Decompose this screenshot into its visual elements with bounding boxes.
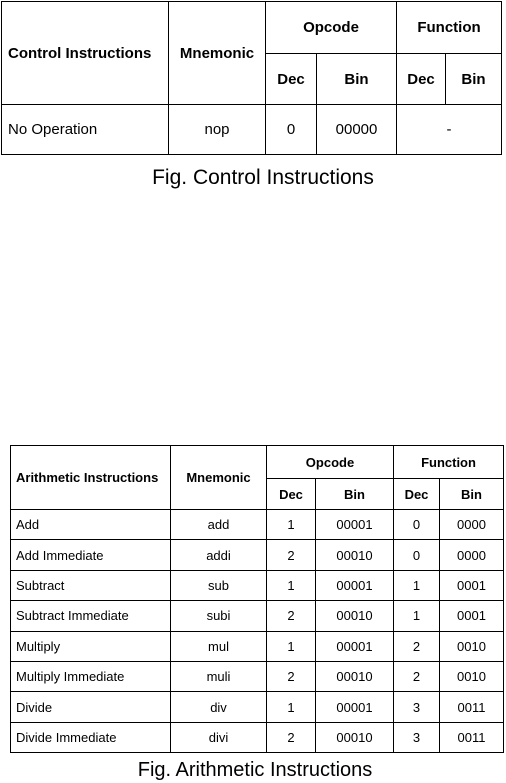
instruction-name: Add [11, 510, 171, 540]
function-dec-cell: 0 [394, 510, 440, 540]
instruction-name: Divide Immediate [11, 722, 171, 752]
function-dec-cell: 3 [394, 692, 440, 722]
column-header-opcode-bin: Bin [317, 54, 397, 105]
opcode-dec-cell: 1 [267, 692, 316, 722]
opcode-bin-cell: 00010 [316, 601, 394, 631]
function-dec-cell: 2 [394, 631, 440, 661]
function-dec-cell: 3 [394, 722, 440, 752]
opcode-bin-cell: 00010 [316, 540, 394, 570]
function-dec-cell: 1 [394, 601, 440, 631]
function-dec-cell: 1 [394, 570, 440, 600]
mnemonic-cell: add [171, 510, 267, 540]
column-header-function-bin: Bin [440, 479, 504, 510]
function-dec-cell: 0 [394, 540, 440, 570]
column-header-opcode: Opcode [267, 446, 394, 479]
table-row [11, 601, 504, 631]
function-dec-cell: 2 [394, 661, 440, 691]
column-header-function: Function [394, 446, 504, 479]
table-row [11, 540, 504, 570]
table-row [11, 722, 504, 752]
mnemonic-cell: sub [171, 570, 267, 600]
mnemonic-cell: nop [169, 105, 266, 155]
column-header-opcode-bin: Bin [316, 479, 394, 510]
table-header-row [2, 2, 502, 54]
column-header-instruction: Arithmetic Instructions [11, 446, 171, 510]
column-header-function: Function [397, 2, 502, 54]
mnemonic-cell: divi [171, 722, 267, 752]
mnemonic-cell: subi [171, 601, 267, 631]
opcode-bin-cell: 00001 [316, 631, 394, 661]
table-row [11, 692, 504, 722]
opcode-dec-cell: 0 [266, 105, 317, 155]
column-header-opcode-dec: Dec [266, 54, 317, 105]
column-header-opcode-dec: Dec [267, 479, 316, 510]
function-bin-cell: 0000 [440, 510, 504, 540]
column-header-function-bin: Bin [446, 54, 502, 105]
table-header-row [11, 446, 504, 479]
opcode-bin-cell: 00001 [316, 510, 394, 540]
instruction-name: Subtract Immediate [11, 601, 171, 631]
opcode-bin-cell: 00010 [316, 661, 394, 691]
table-row [11, 661, 504, 691]
opcode-bin-cell: 00010 [316, 722, 394, 752]
function-bin-cell: 0011 [440, 722, 504, 752]
control-instructions-table [1, 1, 502, 155]
column-header-instruction: Control Instructions [2, 2, 169, 105]
table-row [11, 631, 504, 661]
instruction-name: No Operation [2, 105, 169, 155]
function-cell: - [397, 105, 502, 155]
table-row [2, 105, 502, 155]
control-table-caption: Fig. Control Instructions [152, 166, 374, 189]
instruction-name: Add Immediate [11, 540, 171, 570]
function-bin-cell: 0011 [440, 692, 504, 722]
column-header-function-dec: Dec [397, 54, 446, 105]
opcode-dec-cell: 1 [267, 510, 316, 540]
function-bin-cell: 0001 [440, 570, 504, 600]
function-bin-cell: 0001 [440, 601, 504, 631]
opcode-dec-cell: 2 [267, 722, 316, 752]
opcode-dec-cell: 1 [267, 570, 316, 600]
mnemonic-cell: mul [171, 631, 267, 661]
column-header-opcode: Opcode [266, 2, 397, 54]
table-row [11, 510, 504, 540]
opcode-dec-cell: 2 [267, 661, 316, 691]
instruction-name: Multiply Immediate [11, 661, 171, 691]
instruction-name: Subtract [11, 570, 171, 600]
column-header-function-dec: Dec [394, 479, 440, 510]
arithmetic-instructions-table [10, 445, 504, 753]
opcode-dec-cell: 2 [267, 601, 316, 631]
function-bin-cell: 0010 [440, 631, 504, 661]
mnemonic-cell: addi [171, 540, 267, 570]
arithmetic-table-caption: Fig. Arithmetic Instructions [137, 759, 373, 781]
opcode-dec-cell: 1 [267, 631, 316, 661]
mnemonic-cell: div [171, 692, 267, 722]
opcode-dec-cell: 2 [267, 540, 316, 570]
instruction-name: Multiply [11, 631, 171, 661]
column-header-mnemonic: Mnemonic [169, 2, 266, 105]
instruction-name: Divide [11, 692, 171, 722]
column-header-mnemonic: Mnemonic [171, 446, 267, 510]
table-row [11, 570, 504, 600]
function-bin-cell: 0000 [440, 540, 504, 570]
function-bin-cell: 0010 [440, 661, 504, 691]
opcode-bin-cell: 00000 [317, 105, 397, 155]
opcode-bin-cell: 00001 [316, 570, 394, 600]
opcode-bin-cell: 00001 [316, 692, 394, 722]
mnemonic-cell: muli [171, 661, 267, 691]
